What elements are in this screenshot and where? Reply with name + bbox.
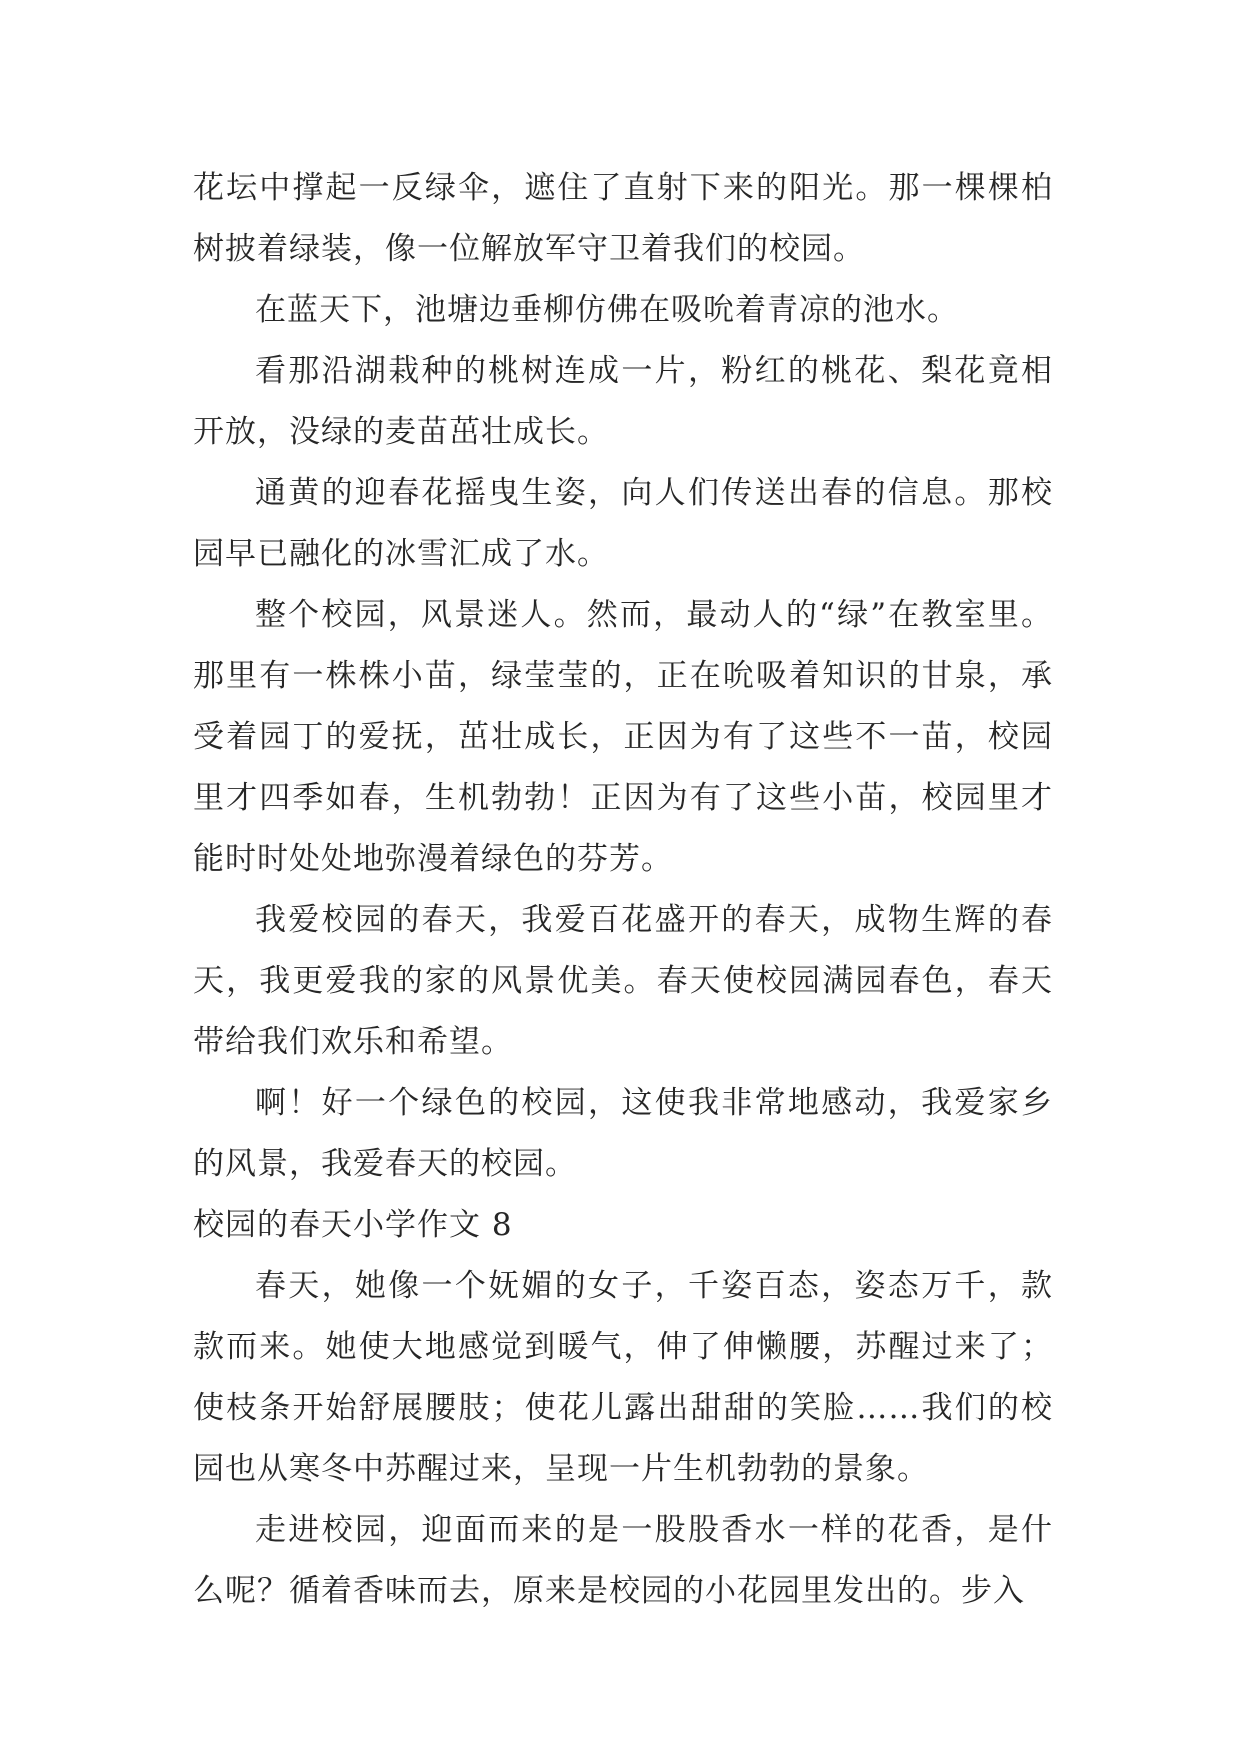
document-body bbox=[193, 158, 1053, 1622]
section-heading: 校园的春天小学作文 8 bbox=[193, 1207, 513, 1243]
paragraph: 啊！好一个绿色的校园，这使我非常地感动，我爱家乡的风景，我爱春天的校园。 bbox=[193, 1085, 1053, 1182]
paragraph: 在蓝天下，池塘边垂柳仿佛在吸吮着青凉的池水。 bbox=[255, 292, 959, 328]
paragraph: 整个校园，风景迷人。然而，最动人的“绿”在教室里。那里有一株株小苗，绿莹莹的，正在吮吸着知识的甘泉，承受着园丁的爱抚，茁壮成长，正因为有了这些不一苗，校园里才四季如春，生机勃勃！正因为有了这些小苗，校园里才能时时处处地弥漫着绿色的芬芳。 bbox=[193, 597, 1053, 877]
paragraph: 春天，她像一个妩媚的女子，千姿百态，姿态万千，款款而来。她使大地感觉到暖气，伸了伸懒腰，苏醒过来了；使枝条开始舒展腰肢；使花儿露出甜甜的笑脸……我们的校园也从寒冬中苏醒过来，呈现一片生机勃勃的景象。 bbox=[193, 1268, 1053, 1487]
paragraph: 我爱校园的春天，我爱百花盛开的春天，成物生辉的春天，我更爱我的家的风景优美。春天使校园满园春色，春天带给我们欢乐和希望。 bbox=[193, 902, 1053, 1060]
paragraph: 走进校园，迎面而来的是一股股香水一样的花香，是什么呢？循着香味而去，原来是校园的小花园里发出的。步入 bbox=[193, 1512, 1053, 1609]
paragraph: 花坛中撑起一反绿伞，遮住了直射下来的阳光。那一棵棵柏树披着绿装，像一位解放军守卫着我们的校园。 bbox=[193, 170, 1053, 267]
paragraph: 通黄的迎春花摇曳生姿，向人们传送出春的信息。那校园早已融化的冰雪汇成了水。 bbox=[193, 475, 1053, 572]
paragraph: 看那沿湖栽种的桃树连成一片，粉红的桃花、梨花竟相开放，没绿的麦苗茁壮成长。 bbox=[193, 353, 1053, 450]
